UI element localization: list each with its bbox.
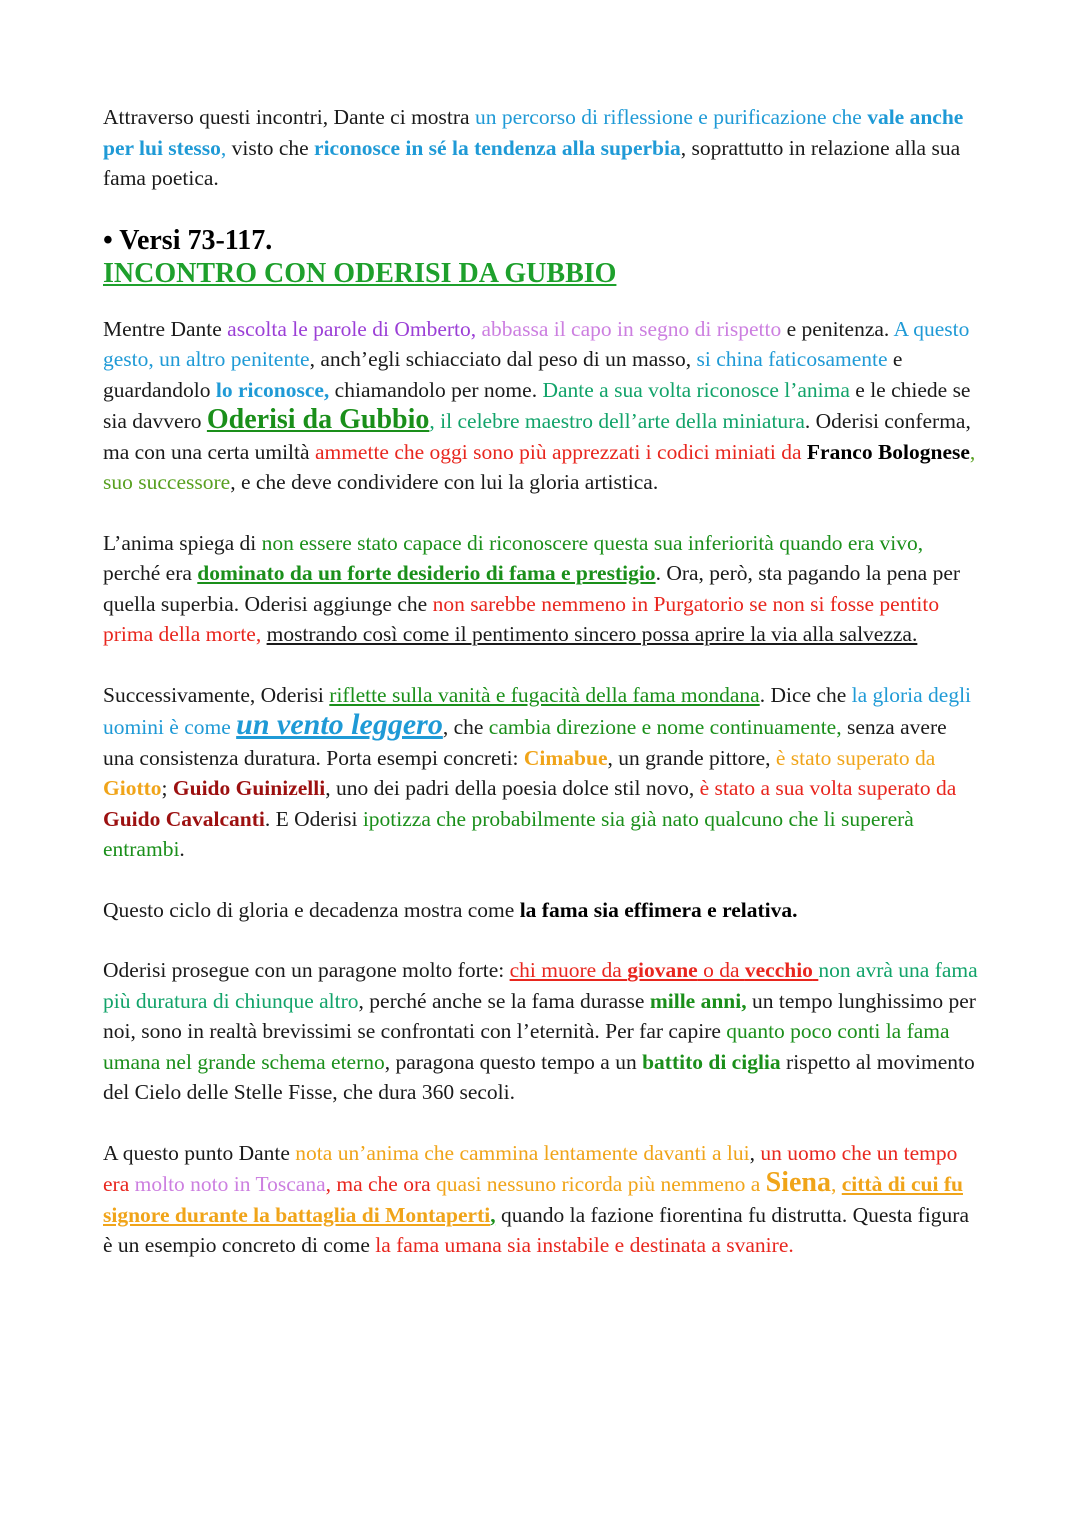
text-span: Oderisi prosegue con un paragone molto forte: [103, 958, 510, 982]
text-span: quando la fazione fiorentina fu distrutta. Questa figura è un esempio concreto di come [103, 1202, 970, 1257]
highlight-span: vale anche per lui stesso [103, 105, 964, 160]
highlight-span: , suo successore [103, 439, 976, 494]
highlight-span: non essere stato capace di riconoscere questa sua inferiorità quando era vivo, [261, 530, 924, 555]
highlight-span: , il celebre maestro dell’arte della miniatura [429, 409, 805, 433]
text-span: , [749, 1140, 761, 1165]
highlight-span: un vento leggero [236, 708, 443, 741]
text-span: visto che [226, 135, 315, 160]
section-heading [103, 224, 980, 290]
highlight-span: si china faticosamente [696, 347, 888, 371]
text-span: , e che deve condividere con lui la gloria artistica. [230, 470, 659, 494]
highlight-span: quasi nessuno ricorda più nemmeno a [436, 1172, 766, 1196]
section-title: INCONTRO CON ODERISI DA GUBBIO [103, 257, 617, 289]
text-span: senza avere una consistenza duratura. Porta esempi concreti: [103, 715, 947, 770]
highlight-span: vecchio [744, 958, 813, 982]
highlight-span: Guido Guinizelli [172, 776, 326, 800]
text-span: . Dice che [759, 682, 852, 707]
text-span: Questo ciclo di gloria e decadenza mostra come [103, 897, 520, 922]
text-span: e penitenza. [781, 316, 894, 341]
highlight-span: o da [697, 958, 745, 982]
highlight-span: A questo gesto, un altro penitente [103, 316, 970, 371]
highlight-span: giovane [627, 958, 698, 982]
text-span: . Oderisi conferma, ma con una certa umiltà [103, 409, 971, 464]
text-span: , uno dei padri della poesia dolce stil novo, [325, 776, 700, 800]
text-span: , perché anche se la fama durasse [358, 988, 650, 1013]
text-span: , anch’egli schiacciato dal peso di un masso, [309, 347, 697, 371]
text-span: , che [442, 715, 489, 739]
text-span: un tempo lunghissimo per noi, sono in realtà brevissimi se confrontati con l’eternità. Per far capire [103, 988, 976, 1043]
highlight-span: la fama umana sia instabile e destinata a svanire. [375, 1233, 794, 1257]
underlined-span: mostrando così come il pentimento sincero possa aprire la via alla salvezza. [266, 622, 918, 646]
highlight-span: Franco Bolognese [806, 439, 970, 464]
text-span: Successivamente, Oderisi [103, 682, 330, 707]
highlight-span: Dante a sua volta riconosce l’anima [542, 377, 850, 402]
text-span: Attraverso questi incontri, Dante ci mostra [103, 105, 475, 129]
verses-heading: • Versi 73-117. [103, 224, 273, 256]
highlight-span: molto noto in Toscana [134, 1172, 326, 1196]
highlight-span: lo riconosce, [215, 377, 330, 402]
text-span: , [220, 135, 227, 160]
text-span: Mentre Dante [103, 316, 228, 341]
text-span: A questo punto Dante [103, 1140, 296, 1165]
text-span: rispetto al movimento del Cielo delle Stelle Fisse, che dura 360 secoli. [103, 1049, 975, 1104]
highlight-span: un percorso di riflessione e purificazione che [474, 105, 868, 129]
text-span: , soprattutto in relazione alla sua fama poetica. [103, 135, 961, 190]
text-span: e guardandolo [103, 347, 903, 402]
text-span: . E Oderisi [264, 806, 363, 831]
text-span: L’anima spiega di [103, 530, 262, 555]
text-span: , un grande pittore, [607, 745, 776, 770]
highlight-span: abbassa il capo in segno di rispetto [476, 316, 782, 341]
paragraph-soul-explains [103, 528, 980, 650]
highlight-span: , [831, 1172, 837, 1196]
highlight-span: Cimabue [523, 745, 608, 770]
highlight-span: è stato a sua volta superato da [699, 776, 957, 800]
highlight-span: quanto poco conti la fama umana nel grande schema eterno [103, 1019, 950, 1074]
highlight-span: un uomo che un tempo era [103, 1140, 958, 1196]
text-span: . Ora, però, sta pagando la pena per quella superbia. Oderisi aggiunge che [103, 561, 961, 616]
highlight-span: Giotto [103, 776, 162, 800]
highlight-span: , [490, 1202, 496, 1227]
highlight-span: la gloria degli uomini è come [103, 682, 972, 739]
highlight-span: non avrà una fama più duratura di chiunque altro [103, 958, 978, 1013]
highlight-span: riflette sulla vanità e fugacità della fama mondana [329, 682, 760, 707]
highlight-span: dominato da un forte desiderio di fama e prestigio [197, 561, 656, 585]
highlight-span: ipotizza che probabilmente sia già nato qualcuno che li supererà entrambi [103, 806, 914, 861]
text-span: perché era [103, 561, 198, 585]
highlight-span: chi muore da [509, 958, 628, 982]
highlight-span: , ma che ora [325, 1172, 437, 1196]
paragraph-oderisi-encounter [103, 314, 980, 498]
paragraph-siena-soul [103, 1138, 980, 1261]
paragraph-vanity-of-fame [103, 680, 980, 865]
text-span: chiamandolo per nome. [329, 377, 543, 402]
highlight-span: riconosce in sé la tendenza alla superbia [314, 135, 681, 160]
highlight-span: nota un’anima che cammina lentamente davanti a lui [295, 1140, 750, 1165]
highlight-span: non sarebbe nemmeno in Purgatorio se non si fosse pentito prima della morte, [103, 591, 940, 646]
bold-span: la fama sia effimera e relativa. [519, 897, 798, 922]
highlight-span: battito di ciglia [642, 1049, 781, 1074]
text-span: . [179, 837, 185, 861]
text-span: e le chiede se sia davvero [103, 377, 971, 433]
highlight-span: mille anni, [649, 988, 747, 1013]
highlight-span: cambia direzione e nome continuamente, [488, 715, 842, 739]
paragraph-cycle-of-glory [103, 895, 980, 926]
highlight-span: ammette che oggi sono più apprezzati i codici miniati da [314, 439, 807, 464]
highlight-span: Siena [765, 1167, 831, 1198]
text-span: , paragona questo tempo a un [384, 1049, 643, 1074]
highlight-span: ascolta le parole di Omberto, [227, 316, 477, 341]
intro-paragraph [103, 102, 980, 194]
highlight-span: è stato superato da [775, 745, 936, 770]
highlight-span: Guido Cavalcanti [103, 806, 265, 831]
paragraph-comparison [103, 955, 980, 1108]
highlight-span: città di cui fu signore durante la battaglia di Montaperti [103, 1172, 963, 1227]
highlight-span: Oderisi da Gubbio [206, 404, 430, 435]
text-span: ; [161, 776, 173, 800]
